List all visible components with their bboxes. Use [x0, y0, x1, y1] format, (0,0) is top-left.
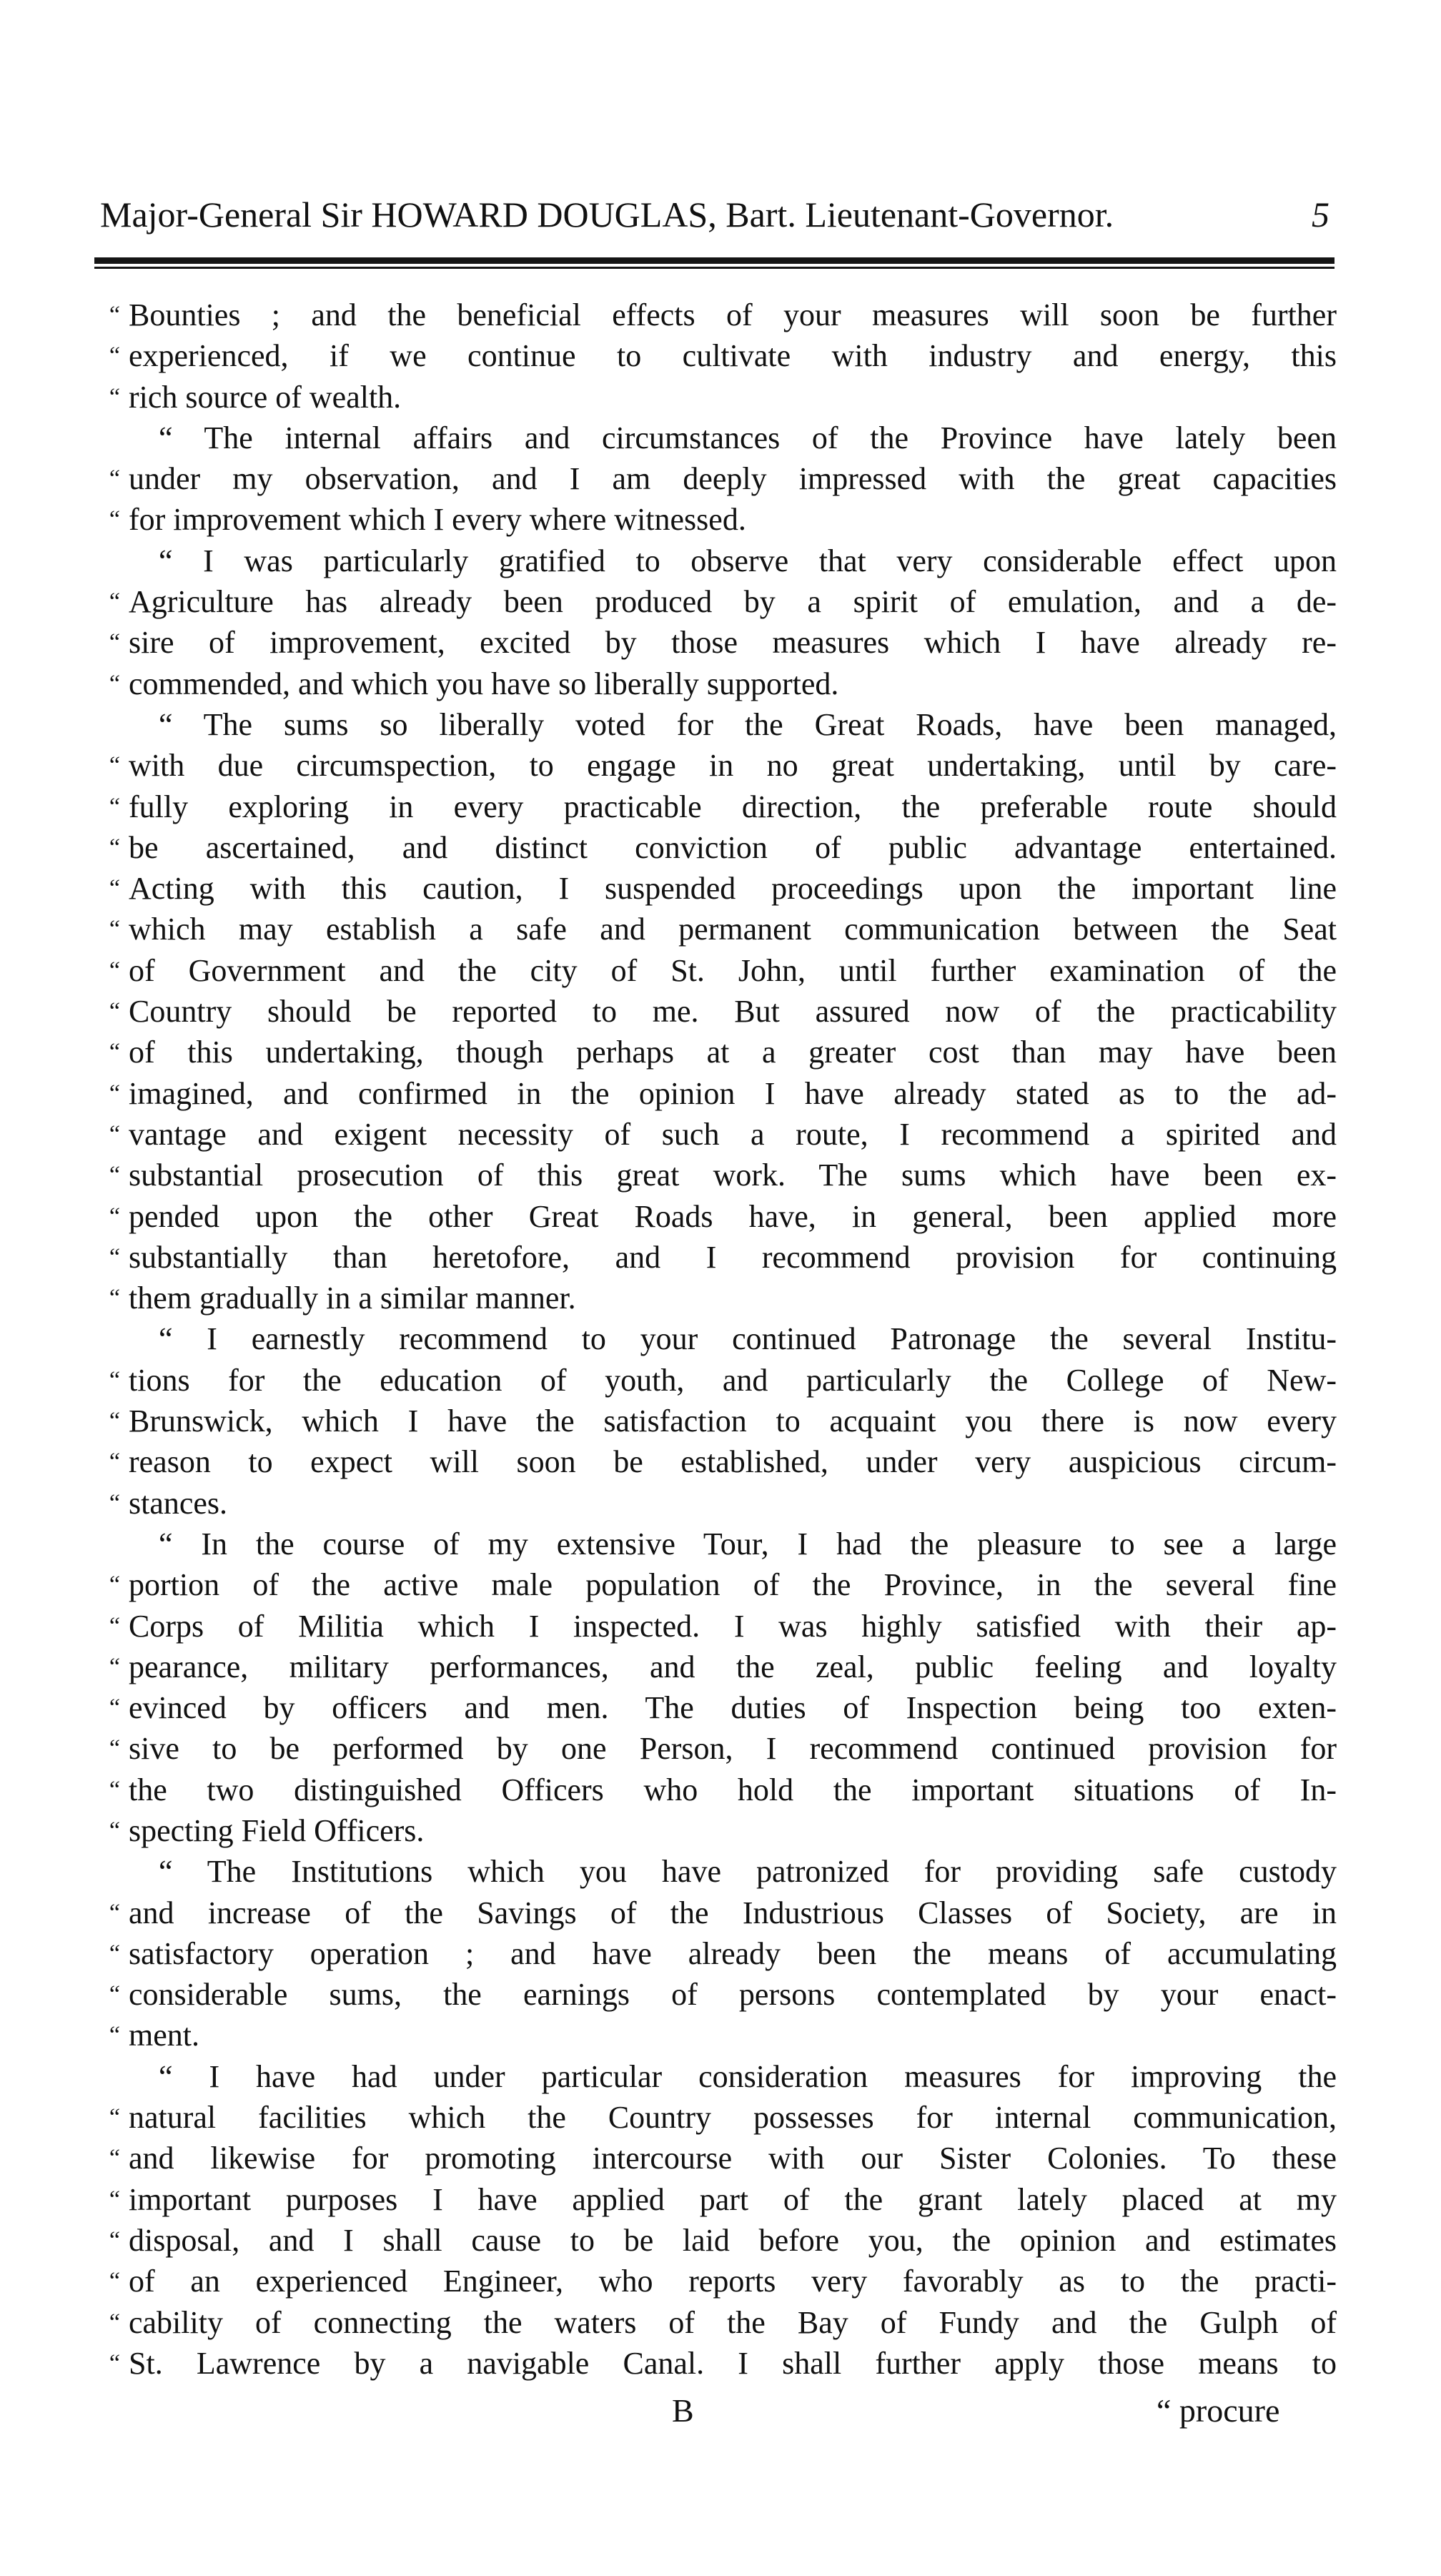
line-text: Acting with this caution, I suspended proceedings upon the important line — [129, 871, 1337, 907]
text-line — [0, 909, 1441, 949]
text-line — [0, 1851, 1441, 1892]
line-text: commended, and which you have so liberally supported. — [129, 666, 839, 701]
text-line — [0, 1032, 1441, 1072]
text-line — [0, 1196, 1441, 1237]
margin-quote: “ — [109, 1735, 120, 1762]
margin-quote: “ — [109, 1203, 120, 1230]
page-number: 5 — [1312, 194, 1329, 235]
header-rule-thin — [94, 267, 1334, 269]
margin-quote: “ — [109, 2268, 120, 2295]
margin-quote: “ — [109, 2349, 120, 2377]
margin-quote: “ — [109, 2104, 120, 2131]
line-text: portion of the active male population of the Province, in the several fine — [129, 1567, 1337, 1603]
text-line — [0, 1974, 1441, 2015]
margin-quote: “ — [109, 1981, 120, 2008]
line-text: vantage and exigent necessity of such a route, I recommend a spirited and — [129, 1116, 1337, 1152]
margin-quote: “ — [109, 1449, 120, 1476]
line-text: substantially than heretofore, and I recommend provision for continuing — [129, 1239, 1337, 1275]
text-line — [0, 1318, 1441, 1359]
text-line — [0, 2179, 1441, 2220]
text-line — [0, 1564, 1441, 1605]
text-line — [0, 1401, 1441, 1441]
line-text: and increase of the Savings of the Industrious Classes of Society, are in — [129, 1895, 1337, 1930]
text-line — [0, 2302, 1441, 2343]
line-text: and likewise for promoting intercourse with our Sister Colonies. To these — [129, 2141, 1337, 2176]
margin-quote: “ — [109, 302, 120, 328]
line-text: imagined, and confirmed in the opinion I have already stated as to the ad- — [129, 1075, 1337, 1111]
running-title: Major-General Sir HOWARD DOUGLAS, Bart. Lieutenant-Governor. — [100, 194, 1114, 235]
margin-quote: “ — [109, 1162, 120, 1189]
line-text: Brunswick, which I have the satisfaction to acquaint you there is now every — [129, 1403, 1337, 1439]
text-line — [0, 745, 1441, 786]
line-text: satisfactory operation ; and have already been the means of accumulating — [129, 1935, 1337, 1971]
text-line — [0, 663, 1441, 704]
line-text: “ In the course of my extensive Tour, I had the pleasure to see a large — [159, 1526, 1337, 1561]
line-text: of an experienced Engineer, who reports very favorably as to the practi- — [129, 2264, 1337, 2299]
margin-quote: “ — [109, 1408, 120, 1435]
text-line — [0, 1687, 1441, 1728]
line-text: Agriculture has already been produced by a spirit of emulation, and a de- — [129, 584, 1337, 620]
page-footer — [0, 2392, 1441, 2434]
line-text: with due circumspection, to engage in no great undertaking, until by care- — [129, 748, 1337, 784]
line-text: of Government and the city of St. John, until further examination of the — [129, 952, 1337, 988]
text-line — [0, 2138, 1441, 2178]
text-line — [0, 2015, 1441, 2056]
line-text: substantial prosecution of this great work. The sums which have been ex- — [129, 1158, 1337, 1193]
text-line — [0, 2220, 1441, 2261]
margin-quote: “ — [109, 998, 120, 1025]
margin-quote: “ — [109, 670, 120, 697]
line-text: “ The sums so liberally voted for the Great Roads, have been managed, — [159, 706, 1337, 742]
margin-quote: “ — [109, 752, 120, 779]
text-line — [0, 2343, 1441, 2384]
text-line — [0, 1770, 1441, 1810]
line-text: Corps of Militia which I inspected. I was highly satisfied with their ap- — [129, 1608, 1337, 1644]
margin-quote: “ — [109, 1899, 120, 1926]
margin-quote: “ — [109, 1653, 120, 1680]
line-text: fully exploring in every practicable direction, the preferable route should — [129, 789, 1337, 824]
margin-quote: “ — [109, 916, 120, 943]
margin-quote: “ — [109, 834, 120, 861]
text-line — [0, 1933, 1441, 1974]
line-text: considerable sums, the earnings of persons contemplated by your enact- — [129, 1977, 1337, 2013]
text-line — [0, 2261, 1441, 2301]
margin-quote: “ — [109, 1243, 120, 1270]
line-text: “ I was particularly gratified to observe that very considerable effect upon — [159, 543, 1337, 578]
margin-quote: “ — [109, 506, 120, 533]
line-text: stances. — [129, 1485, 228, 1521]
text-line — [0, 622, 1441, 663]
line-text: of this undertaking, though perhaps at a greater cost than may have been — [129, 1035, 1337, 1070]
line-text: ment. — [129, 2018, 199, 2053]
text-line — [0, 1892, 1441, 1933]
margin-quote: “ — [109, 1612, 120, 1639]
header-rule-thick — [94, 257, 1334, 264]
margin-quote: “ — [109, 1694, 120, 1722]
text-line — [0, 1237, 1441, 1278]
text-line — [0, 1483, 1441, 1524]
margin-quote: “ — [109, 1940, 120, 1967]
margin-quote: “ — [109, 2186, 120, 2213]
margin-quote: “ — [109, 383, 120, 410]
text-line — [0, 418, 1441, 458]
text-line — [0, 1810, 1441, 1851]
line-text: specting Field Officers. — [129, 1812, 425, 1848]
margin-quote: “ — [109, 2226, 120, 2254]
text-line — [0, 541, 1441, 581]
text-line — [0, 704, 1441, 745]
catchword: “ procure — [1157, 2392, 1280, 2429]
body-text — [0, 295, 1441, 2384]
text-line — [0, 1114, 1441, 1155]
line-text: sive to be performed by one Person, I recommend continued provision for — [129, 1731, 1337, 1767]
line-text: cability of connecting the waters of the Bay of Fundy and the Gulph of — [129, 2304, 1337, 2340]
line-text: experienced, if we continue to cultivate with industry and energy, this — [129, 338, 1337, 374]
margin-quote: “ — [109, 1817, 120, 1844]
margin-quote: “ — [109, 1285, 120, 1312]
line-text: for improvement which I every where witnessed. — [129, 502, 746, 538]
margin-quote: “ — [109, 2022, 120, 2049]
line-text: under my observation, and I am deeply impressed with the great capacities — [129, 461, 1337, 497]
margin-quote: “ — [109, 957, 120, 984]
margin-quote: “ — [109, 1080, 120, 1107]
text-line — [0, 868, 1441, 909]
text-line — [0, 335, 1441, 376]
margin-quote: “ — [109, 1366, 120, 1393]
margin-quote: “ — [109, 2309, 120, 2336]
margin-quote: “ — [109, 1120, 120, 1148]
line-text: evinced by officers and men. The duties of Inspection being too exten- — [129, 1690, 1337, 1726]
line-text: sire of improvement, excited by those measures which I have already re- — [129, 625, 1337, 661]
line-text: natural facilities which the Country possesses for internal communication, — [129, 2100, 1337, 2136]
line-text: “ I have had under particular consideration measures for improving the — [159, 2058, 1337, 2094]
text-line — [0, 1441, 1441, 1482]
margin-quote: “ — [109, 629, 120, 656]
text-line — [0, 1155, 1441, 1195]
text-line — [0, 827, 1441, 868]
line-text: “ The Institutions which you have patronized for providing safe custody — [159, 1854, 1337, 1890]
line-text: Country should be reported to me. But assured now of the practicability — [129, 994, 1337, 1030]
line-text: “ I earnestly recommend to your continued Patronage the several Institu- — [159, 1321, 1337, 1357]
text-line — [0, 786, 1441, 827]
margin-quote: “ — [109, 1571, 120, 1599]
text-line — [0, 2097, 1441, 2138]
line-text: pended upon the other Great Roads have, in general, been applied more — [129, 1198, 1337, 1234]
line-text: pearance, military performances, and the zeal, public feeling and loyalty — [129, 1649, 1337, 1684]
text-line — [0, 295, 1441, 335]
margin-quote: “ — [109, 465, 120, 493]
text-line — [0, 1647, 1441, 1687]
line-text: which may establish a safe and permanent communication between the Seat — [129, 912, 1337, 947]
text-line — [0, 1728, 1441, 1769]
line-text: the two distinguished Officers who hold the important situations of In- — [129, 1772, 1337, 1807]
text-line — [0, 1278, 1441, 1318]
text-line — [0, 458, 1441, 499]
text-line — [0, 1606, 1441, 1647]
line-text: St. Lawrence by a navigable Canal. I shall further apply those means to — [129, 2345, 1337, 2381]
text-line — [0, 2056, 1441, 2097]
margin-quote: “ — [109, 1776, 120, 1803]
text-line — [0, 950, 1441, 991]
margin-quote: “ — [109, 2145, 120, 2172]
signature-mark: B — [672, 2392, 694, 2429]
text-line — [0, 1073, 1441, 1114]
text-line — [0, 1524, 1441, 1564]
line-text: be ascertained, and distinct conviction of public advantage entertained. — [129, 829, 1337, 865]
text-line — [0, 377, 1441, 418]
text-line — [0, 581, 1441, 622]
line-text: Bounties ; and the beneficial effects of your measures will soon be further — [129, 297, 1337, 332]
margin-quote: “ — [109, 1489, 120, 1516]
line-text: disposal, and I shall cause to be laid before you, the opinion and estimates — [129, 2222, 1337, 2258]
text-line — [0, 1360, 1441, 1401]
line-text: “ The internal affairs and circumstances of the Province have lately been — [159, 420, 1337, 455]
line-text: reason to expect will soon be established, under very auspicious circum- — [129, 1444, 1337, 1480]
line-text: them gradually in a similar manner. — [129, 1280, 576, 1316]
line-text: important purposes I have applied part of the grant lately placed at my — [129, 2181, 1337, 2217]
line-text: rich source of wealth. — [129, 379, 402, 415]
margin-quote: “ — [109, 342, 120, 370]
margin-quote: “ — [109, 1039, 120, 1066]
text-line — [0, 991, 1441, 1032]
margin-quote: “ — [109, 793, 120, 820]
margin-quote: “ — [109, 588, 120, 616]
text-line — [0, 499, 1441, 540]
line-text: tions for the education of youth, and particularly the College of New- — [129, 1362, 1337, 1398]
margin-quote: “ — [109, 875, 120, 902]
